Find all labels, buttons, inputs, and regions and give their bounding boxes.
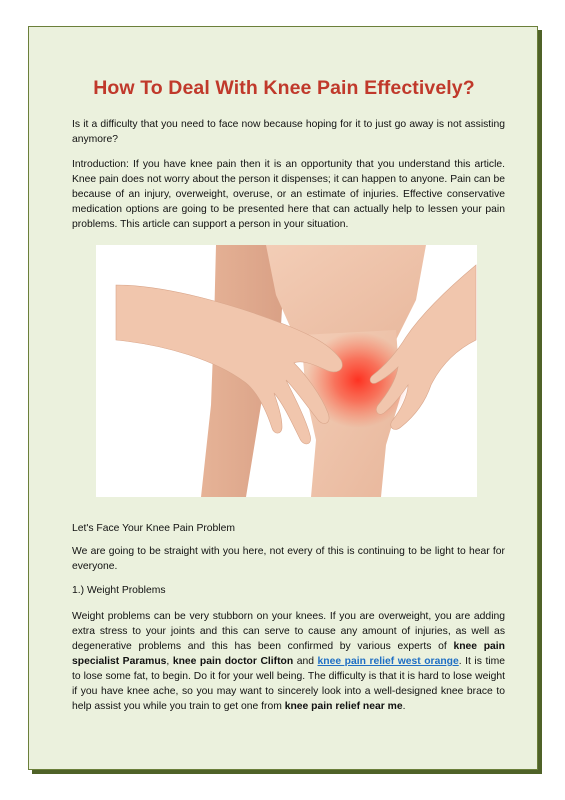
link-knee-pain-relief-west-orange[interactable]: knee pain relief west orange <box>317 656 459 667</box>
weight-problems-heading: 1.) Weight Problems <box>72 585 166 596</box>
keyword-relief-near-me: knee pain relief near me <box>284 701 403 712</box>
introduction-paragraph: Introduction: If you have knee pain then it is an opportunity that you understand this article. Knee pain does not worry about the person it dispenses; it can happen to anyone. Pain can be because of an injury, overweight, overuse, or an estimate of injuries. Effective conservative medication options are going to be presented here that can actually help to lessen your pain problems. This article can support a person in your situation. <box>72 159 505 230</box>
weight-text-1: Weight problems can be very stubborn on your knees. If you are overweight, you are adding extra stress to your joints and this can serve to cause any amount of injuries, as well as degenerative problems and this has been confirmed by various experts of <box>72 611 505 652</box>
separator-1: , <box>166 656 173 667</box>
intro-question: Is it a difficulty that you need to face now because hoping for it to just go away is not assisting anymore? <box>72 119 505 145</box>
knee-pain-photo <box>96 245 477 497</box>
weight-text-end: . <box>402 701 406 712</box>
separator-2: and <box>293 656 318 667</box>
weight-text-2: . It is time to lose some fat, to begin. Do it for your well being. The difficulty is that it is hard to lose weight if you have knee ache, so you may want to sincerely look into a well-designed knee brace to help assist you while you train to get one from <box>72 656 505 712</box>
section-paragraph: We are going to be straight with you here, not every of this is continuing to be light to hear for everyone. <box>72 546 505 572</box>
section-heading: Let's Face Your Knee Pain Problem <box>72 523 235 534</box>
article-title: How To Deal With Knee Pain Effectively? <box>93 77 475 99</box>
knee-illustration <box>96 245 477 497</box>
keyword-doctor-clifton: knee pain doctor Clifton <box>172 656 294 667</box>
document-page <box>28 26 538 770</box>
keyword-specialist-paramus: knee pain specialist Paramus <box>72 641 505 667</box>
weight-problems-paragraph <box>72 609 505 714</box>
